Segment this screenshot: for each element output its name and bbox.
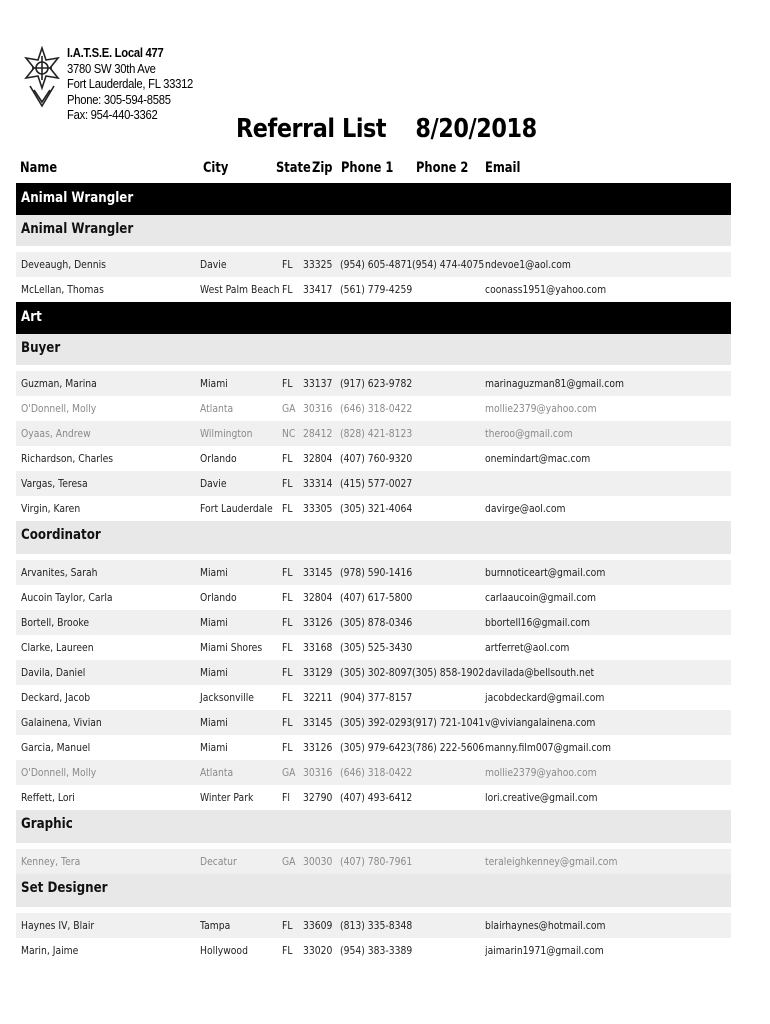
cell-phone1: (415) 577-0027	[340, 477, 413, 490]
cell-zip: 32804	[303, 452, 333, 465]
cell-phone1: (407) 493-6412	[340, 791, 413, 804]
cell-name: Deveaugh, Dennis	[21, 258, 106, 271]
section-header	[16, 183, 731, 215]
cell-city: Miami	[200, 377, 228, 390]
table-row	[16, 660, 731, 685]
cell-city: Miami	[200, 666, 228, 679]
col-header-phone1: Phone 1	[341, 160, 394, 176]
subsection-header	[16, 521, 731, 554]
section-header	[16, 302, 731, 334]
table-row	[16, 371, 731, 396]
title-text: Referral List	[236, 114, 387, 144]
cell-email: theroo@gmail.com	[485, 427, 573, 440]
subsection-title: Buyer	[21, 340, 61, 356]
table-row	[16, 635, 731, 660]
cell-zip: 33126	[303, 616, 333, 629]
cell-state: Fl	[282, 791, 290, 804]
cell-state: FL	[282, 641, 293, 654]
table-row	[16, 585, 731, 610]
cell-state: FL	[282, 452, 293, 465]
col-header-city: City	[203, 160, 229, 176]
col-header-email: Email	[485, 160, 521, 176]
cell-phone1: (646) 318-0422	[340, 402, 413, 415]
cell-state: FL	[282, 377, 293, 390]
cell-state: GA	[282, 766, 296, 779]
cell-city: Hollywood	[200, 944, 248, 957]
table-row	[16, 849, 731, 874]
table-row	[16, 396, 731, 421]
cell-zip: 33020	[303, 944, 333, 957]
org-address-block	[67, 46, 207, 124]
cell-zip: 30030	[303, 855, 333, 868]
cell-email: carlaaucoin@gmail.com	[485, 591, 597, 604]
cell-email: blairhaynes@hotmail.com	[485, 919, 606, 932]
cell-city: Atlanta	[200, 402, 234, 415]
cell-name: O'Donnell, Molly	[21, 402, 97, 415]
cell-phone1: (828) 421-8123	[340, 427, 413, 440]
cell-name: Clarke, Laureen	[21, 641, 94, 654]
cell-phone2: (954) 474-4075	[412, 258, 485, 271]
subsection-header	[16, 810, 731, 843]
cell-zip: 33145	[303, 566, 333, 579]
org-address-line1: 3780 SW 30th Ave	[67, 61, 156, 76]
cell-name: Richardson, Charles	[21, 452, 114, 465]
cell-name: Bortell, Brooke	[21, 616, 90, 629]
table-row	[16, 421, 731, 446]
table-row	[16, 710, 731, 735]
cell-phone1: (917) 623-9782	[340, 377, 413, 390]
cell-phone1: (978) 590-1416	[340, 566, 413, 579]
cell-zip: 30316	[303, 766, 333, 779]
cell-zip: 33325	[303, 258, 333, 271]
subsection-header	[16, 334, 731, 365]
cell-email: mollie2379@yahoo.com	[485, 766, 597, 779]
cell-city: Decatur	[200, 855, 237, 868]
cell-phone1: (305) 878-0346	[340, 616, 413, 629]
referral-table	[16, 183, 731, 963]
cell-city: Winter Park	[200, 791, 254, 804]
cell-zip: 33417	[303, 283, 333, 296]
cell-email: burnnoticeart@gmail.com	[485, 566, 606, 579]
cell-zip: 33168	[303, 641, 333, 654]
cell-state: FL	[282, 502, 293, 515]
cell-state: FL	[282, 944, 293, 957]
cell-phone1: (954) 605-4871	[340, 258, 413, 271]
table-row	[16, 938, 731, 963]
cell-city: Orlando	[200, 591, 237, 604]
cell-state: GA	[282, 402, 296, 415]
cell-zip: 33305	[303, 502, 333, 515]
subsection-title: Coordinator	[21, 527, 101, 543]
cell-phone2: (786) 222-5606	[412, 741, 485, 754]
cell-zip: 33609	[303, 919, 333, 932]
subsection-header	[16, 874, 731, 907]
col-header-zip: Zip	[312, 160, 333, 176]
cell-state: NC	[282, 427, 296, 440]
cell-email: coonass1951@yahoo.com	[485, 283, 607, 296]
table-row	[16, 760, 731, 785]
cell-email: artferret@aol.com	[485, 641, 570, 654]
cell-phone1: (305) 392-0293	[340, 716, 413, 729]
table-row	[16, 735, 731, 760]
table-row	[16, 610, 731, 635]
cell-zip: 30316	[303, 402, 333, 415]
cell-zip: 32790	[303, 791, 333, 804]
cell-state: FL	[282, 477, 293, 490]
cell-name: Marin, Jaime	[21, 944, 79, 957]
cell-phone1: (305) 302-8097	[340, 666, 413, 679]
cell-email: bbortell16@gmail.com	[485, 616, 590, 629]
title-date: 8/20/2018	[415, 114, 537, 144]
table-row	[16, 785, 731, 810]
cell-name: Guzman, Marina	[21, 377, 97, 390]
org-phone: Phone: 305-594-8585	[67, 92, 171, 107]
cell-phone1: (646) 318-0422	[340, 766, 413, 779]
cell-email: teraleighkenney@gmail.com	[485, 855, 618, 868]
cell-zip: 33145	[303, 716, 333, 729]
org-address-line2: Fort Lauderdale, FL 33312	[67, 77, 194, 91]
cell-zip: 33314	[303, 477, 333, 490]
cell-name: Kenney, Tera	[21, 855, 81, 868]
cell-city: Davie	[200, 477, 227, 490]
org-fax: Fax: 954-440-3362	[67, 108, 158, 122]
cell-phone1: (305) 321-4064	[340, 502, 413, 515]
page-title	[236, 114, 537, 144]
cell-phone1: (904) 377-8157	[340, 691, 413, 704]
cell-state: FL	[282, 666, 293, 679]
cell-city: Fort Lauderdale	[200, 502, 273, 515]
cell-state: FL	[282, 566, 293, 579]
cell-name: McLellan, Thomas	[21, 283, 104, 296]
cell-zip: 32211	[303, 691, 333, 704]
section-title: Art	[21, 309, 42, 325]
cell-state: FL	[282, 591, 293, 604]
cell-phone1: (813) 335-8348	[340, 919, 413, 932]
cell-phone1: (561) 779-4259	[340, 283, 413, 296]
table-row	[16, 913, 731, 938]
col-header-state: State	[276, 160, 311, 176]
cell-name: Galainena, Vivian	[21, 716, 102, 729]
section-title: Animal Wrangler	[21, 190, 134, 206]
cell-email: mollie2379@yahoo.com	[485, 402, 597, 415]
cell-email: jacobdeckard@gmail.com	[485, 691, 605, 704]
cell-state: FL	[282, 741, 293, 754]
cell-name: Oyaas, Andrew	[21, 427, 91, 440]
cell-phone1: (305) 525-3430	[340, 641, 413, 654]
cell-city: Davie	[200, 258, 227, 271]
cell-name: Arvanites, Sarah	[21, 566, 98, 579]
cell-city: Orlando	[200, 452, 237, 465]
cell-zip: 28412	[303, 427, 333, 440]
cell-city: Wilmington	[200, 427, 253, 440]
cell-city: Miami	[200, 741, 228, 754]
cell-email: ndevoe1@aol.com	[485, 258, 571, 271]
cell-name: Reffett, Lori	[21, 791, 75, 804]
col-header-name: Name	[20, 160, 58, 176]
cell-name: Haynes IV, Blair	[21, 919, 95, 932]
cell-email: davirge@aol.com	[485, 502, 566, 515]
cell-city: Tampa	[200, 919, 231, 932]
table-row	[16, 496, 731, 521]
cell-name: O'Donnell, Molly	[21, 766, 97, 779]
cell-city: Miami	[200, 716, 228, 729]
cell-city: Miami	[200, 616, 228, 629]
cell-state: FL	[282, 716, 293, 729]
subsection-header	[16, 215, 731, 246]
cell-city: Miami Shores	[200, 641, 263, 654]
subsection-title: Graphic	[21, 816, 73, 832]
cell-phone1: (305) 979-6423	[340, 741, 413, 754]
cell-state: FL	[282, 691, 293, 704]
cell-name: Garcia, Manuel	[21, 741, 91, 754]
cell-state: FL	[282, 616, 293, 629]
cell-city: Jacksonville	[200, 691, 254, 704]
table-row	[16, 446, 731, 471]
cell-phone1: (407) 780-7961	[340, 855, 413, 868]
cell-city: West Palm Beach	[200, 283, 280, 296]
cell-city: Miami	[200, 566, 228, 579]
cell-name: Virgin, Karen	[21, 502, 81, 515]
table-row	[16, 471, 731, 496]
cell-name: Davila, Daniel	[21, 666, 86, 679]
cell-zip: 32804	[303, 591, 333, 604]
cell-name: Vargas, Teresa	[21, 477, 88, 490]
cell-zip: 33129	[303, 666, 333, 679]
cell-phone1: (407) 617-5800	[340, 591, 413, 604]
cell-state: FL	[282, 919, 293, 932]
table-row	[16, 277, 731, 302]
subsection-title: Animal Wrangler	[21, 221, 134, 237]
subsection-title: Set Designer	[21, 880, 108, 896]
cell-phone2: (305) 858-1902	[412, 666, 485, 679]
cell-phone1: (407) 760-9320	[340, 452, 413, 465]
cell-name: Aucoin Taylor, Carla	[21, 591, 113, 604]
cell-phone1: (954) 383-3389	[340, 944, 413, 957]
org-name: I.A.T.S.E. Local 477	[67, 46, 164, 60]
cell-state: FL	[282, 283, 293, 296]
col-header-phone2: Phone 2	[416, 160, 469, 176]
cell-email: marinaguzman81@gmail.com	[485, 377, 624, 390]
cell-name: Deckard, Jacob	[21, 691, 91, 704]
cell-state: GA	[282, 855, 296, 868]
cell-state: FL	[282, 258, 293, 271]
cell-email: jaimarin1971@gmail.com	[485, 944, 604, 957]
table-row	[16, 685, 731, 710]
cell-phone2: (917) 721-1041	[412, 716, 485, 729]
cell-email: v@viviangalainena.com	[485, 716, 596, 729]
cell-email: manny.film007@gmail.com	[485, 741, 612, 754]
table-row	[16, 560, 731, 585]
cell-email: davilada@bellsouth.net	[485, 666, 595, 679]
iatse-logo-icon	[22, 46, 62, 108]
cell-email: onemindart@mac.com	[485, 452, 591, 465]
cell-email: lori.creative@gmail.com	[485, 791, 598, 804]
table-row	[16, 252, 731, 277]
cell-zip: 33137	[303, 377, 333, 390]
cell-city: Atlanta	[200, 766, 234, 779]
cell-zip: 33126	[303, 741, 333, 754]
